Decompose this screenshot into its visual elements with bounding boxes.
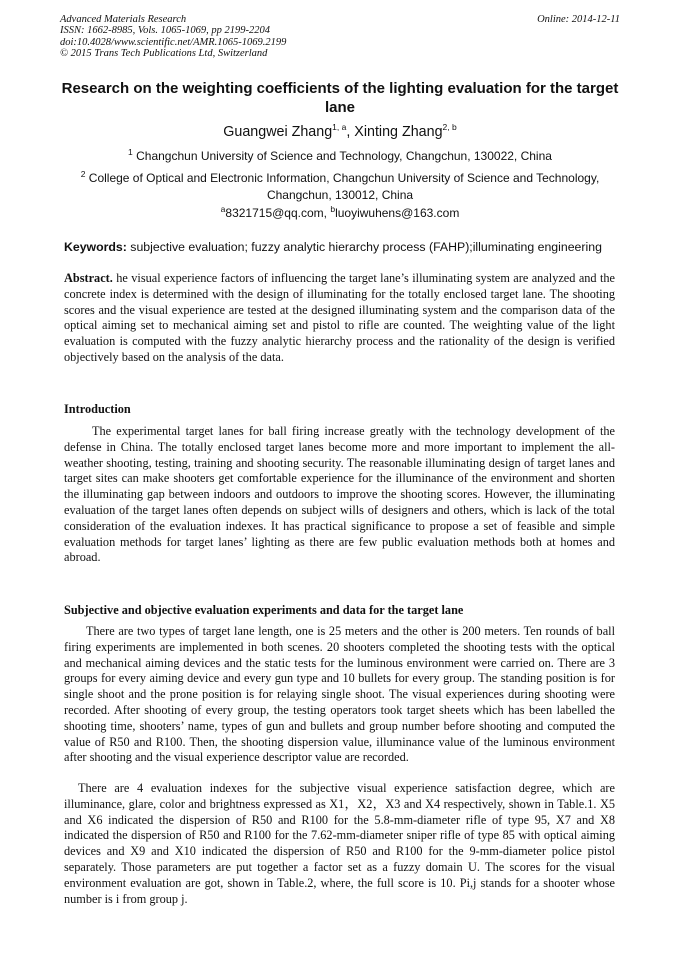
affiliation-number: 2 <box>80 169 86 179</box>
author-line <box>60 123 620 141</box>
experiments-paragraph-1 <box>64 624 615 766</box>
abstract-label: Abstract. <box>64 271 113 285</box>
paragraph: The experimental target lanes for ball firing increase greatly with the technology development of the defense in China. The totally enclosed target lanes become more and more important to implement the all-weather shooting, testing, training and shooting security. The reasonable illuminating design of target lanes and target sites can make shooters get comfortable experience for the illuminance of the environment and shorten the illuminating gap between indoors and outdoors to improve the shooting scores. However, the illuminating evaluation of the target lanes often depends on subject wills of designers and others, which is lack of the total consideration of the evaluation indexes. It has practical significance to propose a set of feasible and simple evaluation methods for target lanes’ lighting as there are few public evaluation methods both at homes and abroad. <box>64 424 615 565</box>
email-address: 8321715@qq.com, <box>225 206 331 220</box>
abstract <box>64 271 615 366</box>
affiliation-2 <box>60 170 620 203</box>
affiliation-number: 1 <box>128 147 133 157</box>
email-mark: b <box>330 204 336 214</box>
affiliation-text: College of Optical and Electronic Information, Changchun University of Science and Technology, Changchun, 130012, China <box>85 171 600 202</box>
journal-doi: doi:10.4028/www.scientific.net/AMR.1065-1069.2199 <box>60 36 287 48</box>
paragraph: There are two types of target lane length, one is 25 meters and the other is 200 meters. Ten rounds of ball firing experiments are implemented in both scenes. 20 shooters completed the shooting tests with the optical and mechanical aiming devices and the static tests for the luminous environment were carried on. There are 3 groups for every aiming device and every gun type and 10 bullets for every group. The standing position is for single shoot and the prone position is for relaying single shoot. The visual experiences during shooting were recorded. After shooting of every group, the testing operators took target sheets which has been labelled the shooting time, shooters’ name, types of gun and bullets and group number before shooting and computed the value of R50 and R100. Then, the shooting dispersion value, illuminance value of the luminous environment after shooting and the visual experience descriptor value are recorded. <box>64 624 615 765</box>
online-date: Online: 2014-12-11 <box>537 14 620 25</box>
journal-name: Advanced Materials Research <box>60 14 187 25</box>
keywords-text: subjective evaluation; fuzzy analytic hierarchy process (FAHP);illuminating engineering <box>126 240 602 254</box>
keywords <box>64 239 620 255</box>
keywords-label: Keywords: <box>64 240 127 254</box>
section-heading-introduction: Introduction <box>64 402 131 416</box>
affiliation-text: Changchun University of Science and Technology, Changchun, 130022, China <box>132 149 552 163</box>
author-affiliation-mark: 1, a <box>332 122 347 133</box>
abstract-text: he visual experience factors of influencing the target lane’s illuminating system are analyzed and the concrete index is determined with the design of illuminating for the totally enclosed target lane. The shooting scores and the visual experience are tested at the designed illuminating system and the comparison data of the optical aiming set to mechanical aiming set and pistol to rifle are counted. The weighting value of the light evaluation is computed with the fuzzy analytic hierarchy process and the rationality of the design is verified objectively based on the analysis of the data. <box>64 271 615 364</box>
paragraph: There are 4 evaluation indexes for the subjective visual experience satisfaction degree, which are illuminance, glare, color and brightness expressed as X1，X2，X3 and X4 respectively, shown in Table.1. X5 and X6 indicated the dispersion of R50 and R100 for the 5.8-mm-diameter rifle of type 95, X7 and X8 indicated the dispersion of R50 and R100 for the 7.62-mm-diameter sniper rifle of type 85 with optical aiming devices and X9 and X10 indicated the dispersion of R50 and R100 for the 9-mm-diameter police pistol separately. Those parameters are put together a factor set as a fuzzy domain U. The scores for the visual environment evaluation are got, shown in Table.2, where, the full score is 10. Pi,j stands for a shooter whose number is i from group j. <box>64 781 615 906</box>
affiliation-1 <box>60 148 620 165</box>
experiments-paragraph-2 <box>64 781 615 907</box>
author-affiliation-mark: 2, b <box>442 122 457 133</box>
author-name: Guangwei Zhang <box>223 124 333 140</box>
journal-copyright: © 2015 Trans Tech Publications Ltd, Switzerland <box>60 47 268 59</box>
email-line <box>60 205 620 221</box>
section-heading-experiments: Subjective and objective evaluation experiments and data for the target lane <box>64 603 464 617</box>
journal-header <box>60 14 620 59</box>
author-name: Xinting Zhang <box>354 124 443 140</box>
paper-title: Research on the weighting coefficients of the lighting evaluation for the target lane <box>61 80 619 116</box>
journal-issn: ISSN: 1662-8985, Vols. 1065-1069, pp 2199-2204 <box>60 25 270 37</box>
author-separator: , <box>346 124 355 140</box>
introduction-body <box>64 424 615 566</box>
email-mark: a <box>220 204 226 214</box>
email-address: luoyiwuhens@163.com <box>335 206 460 220</box>
